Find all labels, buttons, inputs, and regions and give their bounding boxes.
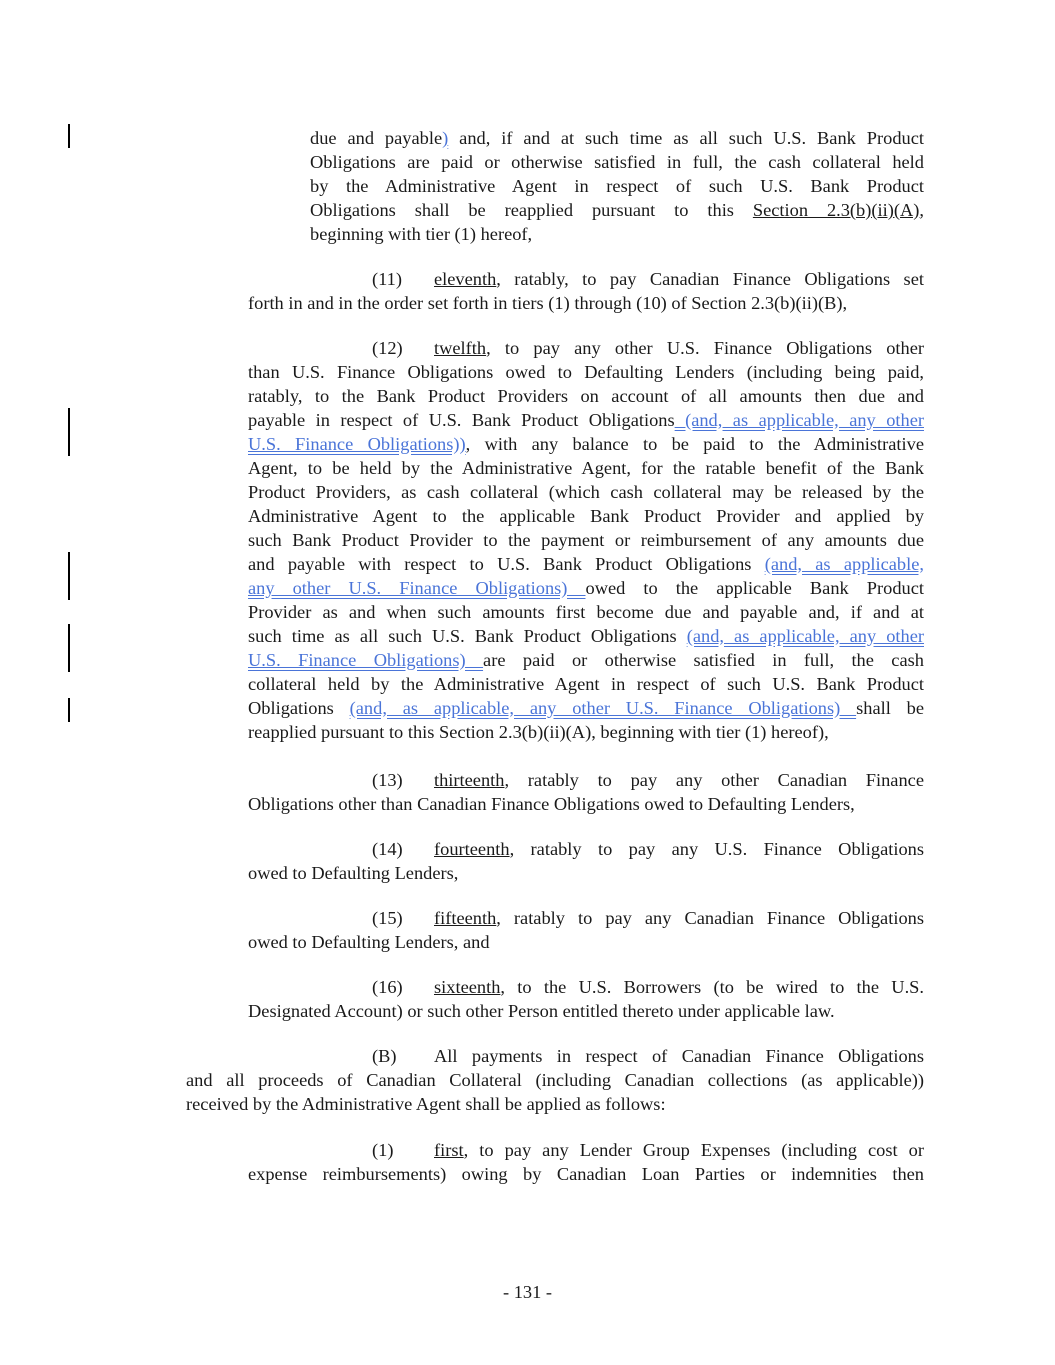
text-run: , to pay any Lender Group Expenses (including cost or	[463, 1140, 924, 1160]
text-line: owed to Defaulting Lenders, and	[248, 932, 490, 952]
item-number: (13)	[372, 770, 403, 790]
change-bar	[68, 698, 70, 722]
text-line	[248, 648, 924, 672]
text-line: by the Administrative Agent in respect of such U.S. Bank Product	[310, 176, 924, 196]
change-bar	[68, 624, 70, 672]
item-number: (B)	[372, 1046, 397, 1066]
text-line	[372, 906, 924, 930]
text-line	[372, 1138, 924, 1162]
text-run: are paid or otherwise satisfied in full, the cash	[483, 650, 924, 670]
text-line	[248, 576, 924, 600]
item-keyword: fifteenth	[434, 908, 497, 928]
text-line: Obligations other than Canadian Finance Obligations owed to Defaulting Lenders,	[248, 794, 855, 814]
text-run: , with any balance to be paid to the Administrative	[465, 434, 924, 454]
inserted-text: )	[442, 128, 449, 148]
text-line: than U.S. Finance Obligations owed to Defaulting Lenders (including being paid,	[248, 362, 924, 382]
section-reference: Section 2.3(b)(ii)(A)	[752, 200, 920, 220]
inserted-text: (and, as applicable, any other U.S. Finance Obligations)	[349, 698, 857, 718]
item-number: (11)	[372, 269, 402, 289]
text-line: received by the Administrative Agent shall be applied as follows:	[186, 1094, 666, 1114]
item-number: (16)	[372, 977, 403, 997]
text-run: shall be	[856, 698, 924, 718]
text-run: owed to the applicable Bank Product	[585, 578, 924, 598]
text-line: Administrative Agent to the applicable Bank Product Provider and applied by	[248, 506, 924, 526]
text-run: , to pay any other U.S. Finance Obligations other	[486, 338, 924, 358]
item-keyword: twelfth	[434, 338, 487, 358]
text-line: ratably, to the Bank Product Providers on account of all amounts then due and	[248, 386, 924, 406]
text-line: expense reimbursements) owing by Canadian Loan Parties or indemnities then	[248, 1164, 924, 1184]
text-run: , ratably to pay any Canadian Finance Obligations	[496, 908, 924, 928]
text-line: Product Providers, as cash collateral (which cash collateral may be released by the	[248, 482, 924, 502]
text-run: Obligations shall be reapplied pursuant to this	[310, 200, 753, 220]
inserted-text: (and, as applicable,	[764, 554, 924, 574]
text-line	[310, 198, 924, 222]
text-run: All payments in respect of Canadian Finance Obligations	[434, 1046, 924, 1066]
text-run: and, if and at such time as all such U.S. Bank Product	[448, 128, 924, 148]
text-run: and payable with respect to U.S. Bank Product Obligations	[248, 554, 765, 574]
item-keyword: first	[434, 1140, 464, 1160]
text-line	[372, 1044, 924, 1068]
item-keyword: sixteenth	[434, 977, 501, 997]
text-line	[372, 336, 924, 360]
inserted-text: (and, as applicable, any other	[686, 626, 924, 646]
change-bar	[68, 408, 70, 456]
text-line: beginning with tier (1) hereof,	[310, 224, 533, 244]
item-keyword: fourteenth	[434, 839, 510, 859]
inserted-text: (and, as applicable, any other	[674, 410, 924, 430]
text-line: owed to Defaulting Lenders,	[248, 863, 459, 883]
item-number: (15)	[372, 908, 403, 928]
text-run: payable in respect of U.S. Bank Product Obligations	[248, 410, 675, 430]
text-line: Designated Account) or such other Person entitled thereto under applicable law.	[248, 1001, 835, 1021]
text-line: forth in and in the order set forth in tiers (1) through (10) of Section 2.3(b)(ii)(B),	[248, 293, 848, 313]
text-line: Obligations are paid or otherwise satisfied in full, the cash collateral held	[310, 152, 924, 172]
text-line	[248, 624, 924, 648]
inserted-text: U.S. Finance Obligations)	[248, 650, 484, 670]
text-line: such Bank Product Provider to the payment or reimbursement of any amounts due	[248, 530, 924, 550]
page-number: - 131 -	[502, 1282, 553, 1302]
text-line: collateral held by the Administrative Agent in respect of such U.S. Bank Product	[248, 674, 924, 694]
text-line	[372, 837, 924, 861]
item-number: (1)	[372, 1140, 394, 1160]
text-line	[248, 432, 924, 456]
text-run: due and payable	[310, 128, 443, 148]
text-line: reapplied pursuant to this Section 2.3(b)(ii)(A), beginning with tier (1) hereof),	[248, 722, 829, 742]
text-line: Provider as and when such amounts first become due and payable and, if and at	[248, 602, 924, 622]
text-line	[372, 768, 924, 792]
item-keyword: eleventh	[434, 269, 497, 289]
text-run: such time as all such U.S. Bank Product Obligations	[248, 626, 687, 646]
item-number: (14)	[372, 839, 403, 859]
change-bar	[68, 552, 70, 600]
text-line: and all proceeds of Canadian Collateral (including Canadian collections (as applicable))	[186, 1070, 924, 1090]
text-line	[248, 696, 924, 720]
text-run: Obligations	[248, 698, 350, 718]
text-line	[310, 126, 924, 150]
text-run: , ratably to pay any U.S. Finance Obligations	[509, 839, 924, 859]
text-line	[372, 267, 924, 291]
inserted-text: U.S. Finance Obligations))	[248, 434, 466, 454]
text-line: Agent, to be held by the Administrative Agent, for the ratable benefit of the Bank	[248, 458, 924, 478]
text-run: ,	[919, 200, 924, 220]
text-line	[248, 552, 924, 576]
item-keyword: thirteenth	[434, 770, 505, 790]
text-run: , ratably to pay any other Canadian Finance	[504, 770, 924, 790]
item-number: (12)	[372, 338, 403, 358]
text-run: , ratably, to pay Canadian Finance Obligations set	[496, 269, 924, 289]
text-run: , to the U.S. Borrowers (to be wired to the U.S.	[500, 977, 924, 997]
text-line	[248, 408, 924, 432]
change-bar	[68, 124, 70, 148]
inserted-text: any other U.S. Finance Obligations)	[248, 578, 586, 598]
text-line	[372, 975, 924, 999]
